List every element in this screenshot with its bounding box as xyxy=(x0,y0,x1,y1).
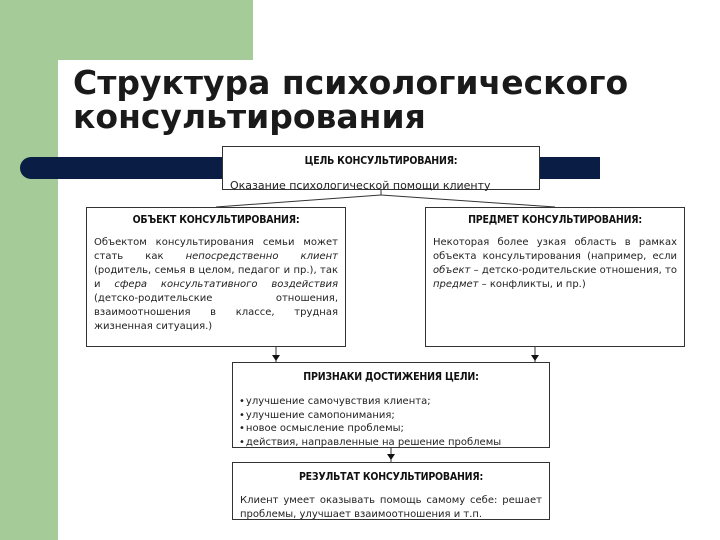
object-text-d: сфера консультативного воздействия xyxy=(114,279,338,290)
signs-item: • улучшение самочувствия клиента; xyxy=(239,395,549,409)
slide-title-line-2: консультирования xyxy=(73,97,426,136)
left-green-band xyxy=(0,0,58,540)
object-text-a: Объектом консультирования семьи может стать как xyxy=(94,237,338,262)
subject-text-c: – детско-родительские отношения, то xyxy=(470,265,677,276)
top-green-block xyxy=(58,0,253,60)
result-text: Клиент умеет оказывать помощь самому себе: решает проблемы, улучшает взаимоотношения и т.п. xyxy=(240,495,542,520)
object-text-e: (детско-родительские отношения, взаимоотношения в классе, трудная жизненная ситуация.) xyxy=(94,293,338,332)
goal-box xyxy=(222,146,540,190)
goal-text: Оказание психологической помощи клиенту xyxy=(230,179,491,192)
subject-heading: ПРЕДМЕТ КОНСУЛЬТИРОВАНИЯ: xyxy=(468,214,642,226)
object-text-b: непосредственно клиент xyxy=(185,251,338,262)
object-text xyxy=(87,226,345,334)
subject-text-a: Некоторая более узкая область в рамках объекта консультирования (например, если xyxy=(433,237,677,262)
result-heading: РЕЗУЛЬТАТ КОНСУЛЬТИРОВАНИЯ: xyxy=(298,471,484,483)
object-text-c: (родитель, семья в целом, педагог и пр.), так и xyxy=(94,265,338,290)
signs-list xyxy=(233,395,549,449)
slide-title xyxy=(73,63,633,136)
subject-text-b: объект xyxy=(433,265,471,276)
subject-text-e: – конфликты, и пр.) xyxy=(478,279,586,290)
subject-box xyxy=(425,207,685,347)
object-box xyxy=(86,207,346,347)
object-heading: ОБЪЕКТ КОНСУЛЬТИРОВАНИЯ: xyxy=(132,214,300,226)
signs-item: • новое осмысление проблемы; xyxy=(239,422,549,436)
subject-text xyxy=(426,226,684,292)
goal-heading: ЦЕЛЬ КОНСУЛЬТИРОВАНИЯ: xyxy=(304,155,458,167)
subject-text-d: предмет xyxy=(433,279,479,290)
signs-box xyxy=(232,362,550,448)
result-box xyxy=(232,462,550,520)
slide-title-line-1: Структура психологического xyxy=(73,63,629,102)
signs-item: • действия, направленные на решение проблемы xyxy=(239,436,549,450)
signs-heading: ПРИЗНАКИ ДОСТИЖЕНИЯ ЦЕЛИ: xyxy=(303,371,479,383)
signs-item: • улучшение самопонимания; xyxy=(239,409,549,423)
